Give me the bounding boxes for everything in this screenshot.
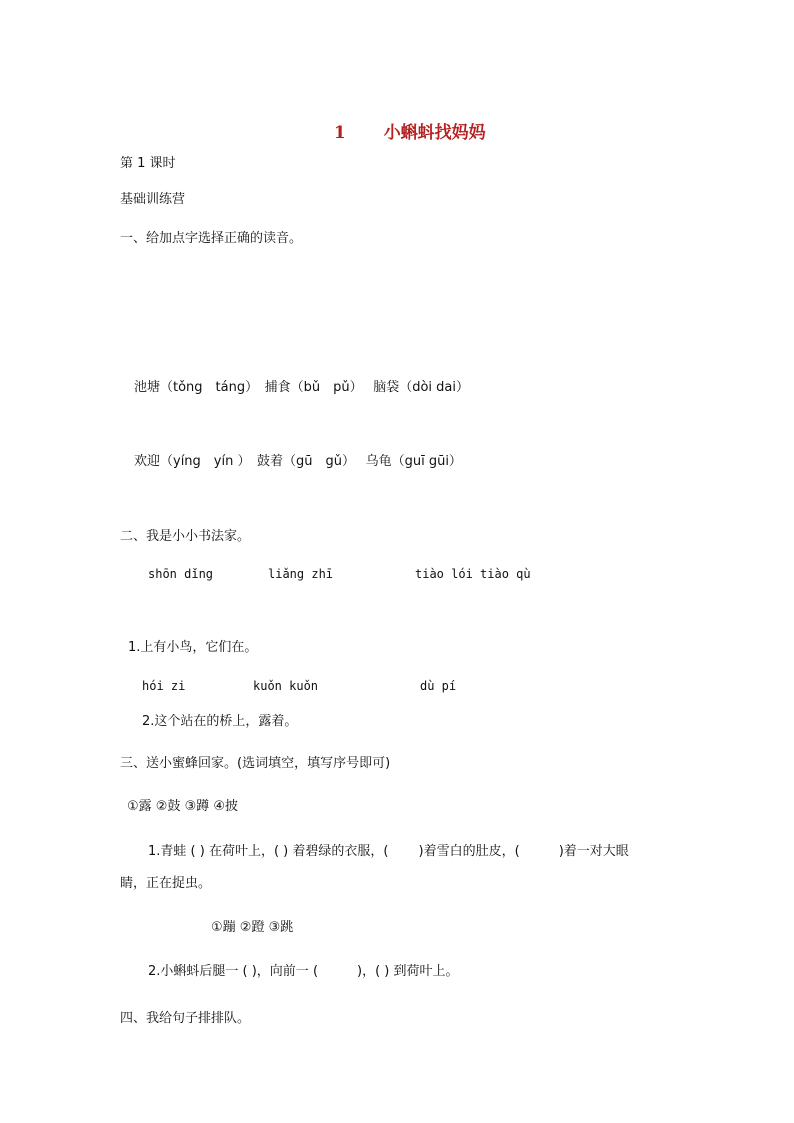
pinyin-2: liǎng zhī [268,567,334,581]
pinyin-4: hói zi [142,679,186,693]
question-4-heading: 四、我给句子排排队。 [120,1011,251,1026]
pinyin-1: shōn dǐng [148,567,214,581]
pinyin-5: kuǒn kuǒn [253,679,319,693]
question-2-sentence-1: 1.上有小鸟，它们在。 [128,640,258,655]
question-1-row-1: 池塘（tǒng táng） 捕食（bǔ pǔ） 脑袋（dòi dai） [134,380,469,395]
question-2-heading: 二、我是小小书法家。 [120,529,251,544]
title-number: 1 [333,123,346,143]
title-text: 小蝌蚪找妈妈 [383,123,486,143]
question-3-item-1-line-1: 1.青蛙 ( ) 在荷叶上，( ) 着碧绿的衣服，( )着雪白的肚皮，( )着一对大眼 [148,844,629,859]
question-2-sentence-2: 2.这个站在的桥上，露着。 [142,714,298,729]
question-3-item-1-line-2: 睛，正在捉虫。 [120,876,212,891]
lesson-label: 第 1 课时 [120,156,176,171]
page-title [322,108,486,142]
pinyin-6: dù pí [420,679,457,693]
question-1-row-2: 欢迎（yíng yín ） 鼓着（gū gǔ） 乌龟（guī gūi） [134,454,462,469]
question-3-options-1: ①露 ②鼓 ③蹲 ④披 [127,799,239,814]
question-3-item-2: 2.小蝌蚪后腿一 ( )，向前一 ( )，( ) 到荷叶上。 [148,964,459,979]
question-1-heading: 一、给加点字选择正确的读音。 [120,231,303,246]
pinyin-3: tiào lói tiào qù [415,567,531,581]
question-3-heading: 三、送小蜜蜂回家。(选词填空，填写序号即可) [120,756,391,771]
section-heading: 基础训练营 [120,192,186,207]
question-3-options-2: ①蹦 ②蹬 ③跳 [211,920,294,935]
